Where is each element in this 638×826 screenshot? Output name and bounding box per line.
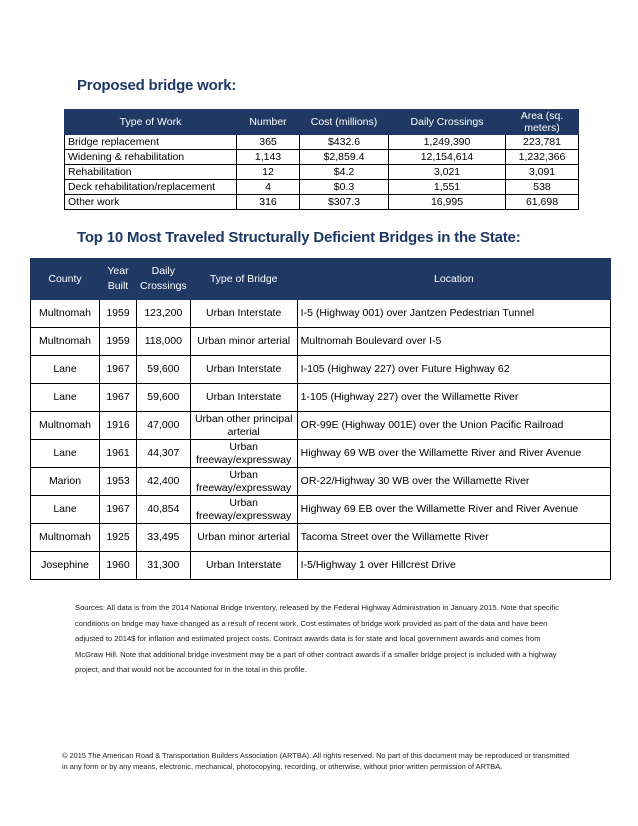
table-cell: 1953 — [100, 468, 137, 496]
table-row — [31, 300, 611, 328]
table-cell: 40,854 — [137, 496, 191, 524]
table-cell: Multnomah — [31, 300, 100, 328]
table-cell: Lane — [31, 384, 100, 412]
table-cell: 365 — [237, 135, 300, 150]
table-cell: 47,000 — [137, 412, 191, 440]
table-cell: Highway 69 EB over the Willamette River and River Avenue — [297, 496, 610, 524]
column-header: County — [31, 259, 100, 300]
table-cell: Josephine — [31, 552, 100, 580]
table-cell: Lane — [31, 496, 100, 524]
table-cell: 3,091 — [506, 165, 579, 180]
table-cell: 538 — [506, 180, 579, 195]
table-row — [31, 356, 611, 384]
table-cell: Urban minor arterial — [190, 328, 297, 356]
table-cell: Highway 69 WB over the Willamette River and River Avenue — [297, 440, 610, 468]
column-header: Daily Crossings — [389, 110, 506, 135]
table-cell: 1961 — [100, 440, 137, 468]
table-cell: 59,600 — [137, 384, 191, 412]
table-cell: 4 — [237, 180, 300, 195]
table-cell: 223,781 — [506, 135, 579, 150]
table-cell: Multnomah — [31, 328, 100, 356]
table-cell: 33,495 — [137, 524, 191, 552]
table-cell: 1959 — [100, 300, 137, 328]
table-cell: Multnomah — [31, 412, 100, 440]
table-cell: 1916 — [100, 412, 137, 440]
column-header: Area (sq. meters) — [506, 110, 579, 135]
table-cell: 1967 — [100, 384, 137, 412]
column-header: Daily Crossings — [137, 259, 191, 300]
table-row — [31, 328, 611, 356]
copyright-notice: © 2015 The American Road & Transportation Builders Association (ARTBA). All rights reserved. No part of this document may be reproduced or transmitted in any form or by any means, electronic, mechanical, photocopying, recording, or otherwise, without prior written permission of ARTBA. — [62, 751, 570, 771]
table-cell: 16,995 — [389, 195, 506, 210]
column-header: Number — [237, 110, 300, 135]
column-header: Type of Work — [65, 110, 237, 135]
table-cell: Urban minor arterial — [190, 524, 297, 552]
table-row — [31, 384, 611, 412]
table-cell: Lane — [31, 440, 100, 468]
table-cell: 123,200 — [137, 300, 191, 328]
table-cell: $4.2 — [300, 165, 389, 180]
table-cell: 12 — [237, 165, 300, 180]
table-cell: $0.3 — [300, 180, 389, 195]
table-cell: 59,600 — [137, 356, 191, 384]
table-cell: Deck rehabilitation/replacement — [65, 180, 237, 195]
table-cell: Urban Interstate — [190, 552, 297, 580]
table-cell: 1959 — [100, 328, 137, 356]
table-cell: $2,859.4 — [300, 150, 389, 165]
table-cell: 42,400 — [137, 468, 191, 496]
table-cell: Urban freeway/expressway — [190, 496, 297, 524]
table-cell: Urban other principal arterial — [190, 412, 297, 440]
table-cell: Urban Interstate — [190, 356, 297, 384]
table-cell: Marion — [31, 468, 100, 496]
table-cell: I-5 (Highway 001) over Jantzen Pedestrian Tunnel — [297, 300, 610, 328]
table-cell: Widening & rehabilitation — [65, 150, 237, 165]
proposed-work-table — [64, 109, 579, 210]
top10-heading: Top 10 Most Traveled Structurally Deficient Bridges in the State: — [77, 229, 521, 246]
deficient-bridges-table — [30, 258, 611, 580]
table-cell: I-105 (Highway 227) over Future Highway 62 — [297, 356, 610, 384]
table-row — [65, 165, 579, 180]
table-cell: Urban freeway/expressway — [190, 440, 297, 468]
table-cell: OR-99E (Highway 001E) over the Union Pacific Railroad — [297, 412, 610, 440]
table-cell: 1967 — [100, 356, 137, 384]
table-cell: I-5/Highway 1 over Hillcrest Drive — [297, 552, 610, 580]
table-cell: 1,249,390 — [389, 135, 506, 150]
table-cell: 1,143 — [237, 150, 300, 165]
table-row — [31, 468, 611, 496]
table-cell: 44,307 — [137, 440, 191, 468]
table-cell: OR-22/Highway 30 WB over the Willamette River — [297, 468, 610, 496]
table-cell: 12,154,614 — [389, 150, 506, 165]
table-row — [65, 195, 579, 210]
table-row — [31, 440, 611, 468]
table-cell: Urban freeway/expressway — [190, 468, 297, 496]
table-cell: Bridge replacement — [65, 135, 237, 150]
column-header: Year Built — [100, 259, 137, 300]
table-cell: 1967 — [100, 496, 137, 524]
table-cell: 61,698 — [506, 195, 579, 210]
table-row — [65, 150, 579, 165]
table-cell: 31,300 — [137, 552, 191, 580]
table-row — [31, 524, 611, 552]
column-header: Cost (millions) — [300, 110, 389, 135]
table-cell: Urban Interstate — [190, 300, 297, 328]
table-row — [65, 135, 579, 150]
table-header-row — [65, 110, 579, 135]
column-header: Type of Bridge — [190, 259, 297, 300]
table-cell: Urban Interstate — [190, 384, 297, 412]
table-row — [31, 552, 611, 580]
table-cell: 1,232,366 — [506, 150, 579, 165]
table-cell: 316 — [237, 195, 300, 210]
table-row — [31, 496, 611, 524]
table-row — [31, 412, 611, 440]
table-header-row — [31, 259, 611, 300]
sources-note: Sources: All data is from the 2014 National Bridge Inventory, released by the Federal Highway Administration in January 2015. Note that specific conditions on bridge may have changed as a result of recent work. Cost estimates of bridge work provided as part of the data and have been adjusted to 2014$ for inflation and estimated project costs. Contract awards data is for state and local government awards and comes from McGraw Hill. Note that additional bridge investment may be a part of other contract awards if a smaller bridge project is included with a highway project, and that would not be accounted for in the total in this profile. — [75, 603, 560, 674]
table-cell: 3,021 — [389, 165, 506, 180]
table-cell: 118,000 — [137, 328, 191, 356]
column-header: Location — [297, 259, 610, 300]
table-cell: 1,551 — [389, 180, 506, 195]
table-cell: Multnomah Boulevard over I-5 — [297, 328, 610, 356]
table-cell: $432.6 — [300, 135, 389, 150]
table-cell: Other work — [65, 195, 237, 210]
table-cell: 1960 — [100, 552, 137, 580]
table-cell: Tacoma Street over the Willamette River — [297, 524, 610, 552]
table-cell: Multnomah — [31, 524, 100, 552]
table-cell: $307.3 — [300, 195, 389, 210]
table-row — [65, 180, 579, 195]
table-cell: Lane — [31, 356, 100, 384]
table-cell: 1-105 (Highway 227) over the Willamette River — [297, 384, 610, 412]
table-cell: 1925 — [100, 524, 137, 552]
table-cell: Rehabilitation — [65, 165, 237, 180]
proposed-work-heading: Proposed bridge work: — [77, 77, 237, 94]
